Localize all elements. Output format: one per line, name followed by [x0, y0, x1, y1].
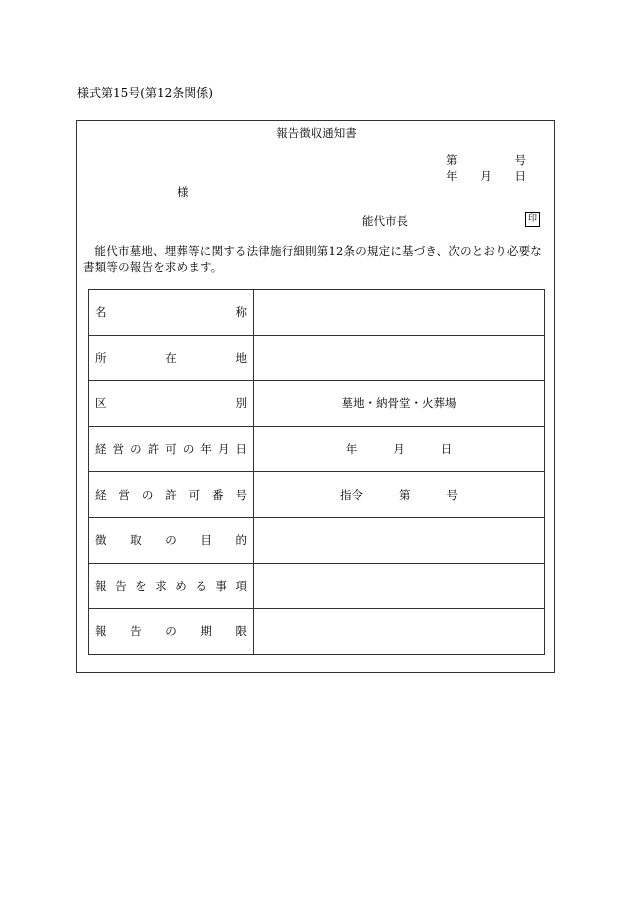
row-label: 報 告 を 求 め る 事 項	[89, 563, 254, 609]
table-row-location	[89, 335, 545, 381]
row-value: 墓地・納骨堂・火葬場	[254, 381, 545, 427]
row-value	[254, 517, 545, 563]
seal-mark: 印	[525, 212, 540, 227]
row-value: 年 月 日	[254, 426, 545, 472]
table-row-permit-date	[89, 426, 545, 472]
table-row-report-items	[89, 563, 545, 609]
info-table	[88, 289, 545, 655]
addressee-suffix: 様	[177, 185, 189, 199]
row-label: 報 告 の 期 限	[89, 609, 254, 655]
row-value	[254, 563, 545, 609]
document-number-line: 第 号	[446, 153, 526, 167]
body-text: 能代市墓地、埋葬等に関する法律施行細則第12条の規定に基づき、次のとおり必要な書類等の報告を求めます。	[83, 244, 542, 274]
table-row-name	[89, 290, 545, 336]
row-label: 徴 取 の 目 的	[89, 517, 254, 563]
document-title: 報告徴収通知書	[276, 126, 357, 140]
document-date-line: 年 月 日	[446, 169, 526, 183]
row-value	[254, 335, 545, 381]
table-row-report-deadline	[89, 609, 545, 655]
row-label: 経 営 の 許 可 番 号	[89, 472, 254, 518]
table-row-category	[89, 381, 545, 427]
table-row-purpose	[89, 517, 545, 563]
row-value	[254, 290, 545, 336]
issuer-name: 能代市長	[362, 214, 408, 228]
row-value: 指令 第 号	[254, 472, 545, 518]
form-label: 様式第15号(第12条関係)	[77, 86, 213, 100]
notice-frame	[76, 120, 555, 673]
row-label: 名 称	[89, 290, 254, 336]
row-label: 区 別	[89, 381, 254, 427]
table-row-permit-number	[89, 472, 545, 518]
row-value	[254, 609, 545, 655]
row-label: 経 営 の 許 可 の 年 月 日	[89, 426, 254, 472]
row-label: 所 在 地	[89, 335, 254, 381]
